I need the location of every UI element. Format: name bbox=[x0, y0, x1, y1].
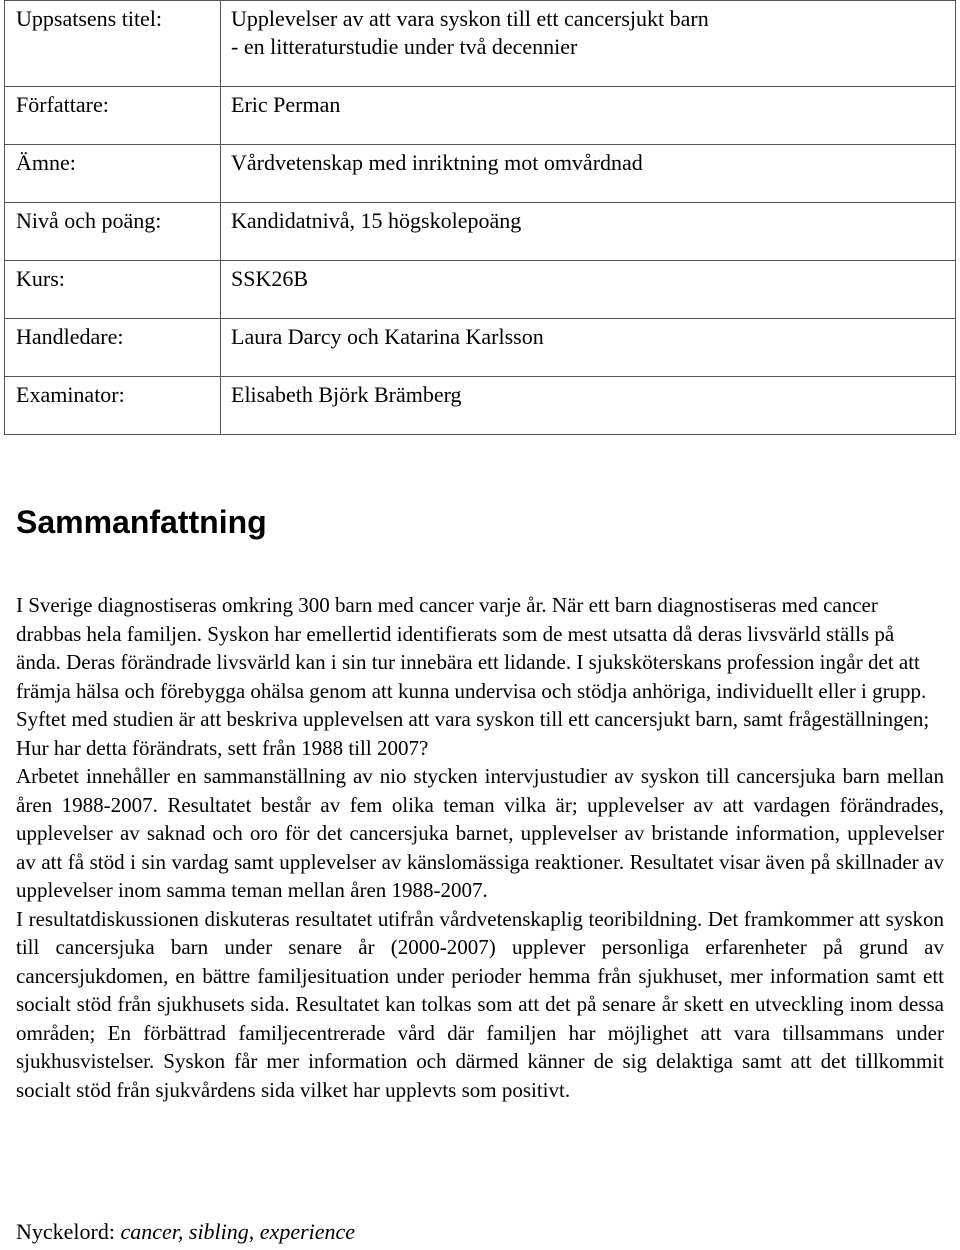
keywords-line bbox=[16, 1217, 355, 1247]
info-label-author: Författare: bbox=[5, 87, 221, 145]
info-label-subject: Ämne: bbox=[5, 145, 221, 203]
info-row-course bbox=[5, 261, 956, 319]
info-label-course: Kurs: bbox=[5, 261, 221, 319]
info-row-level bbox=[5, 203, 956, 261]
info-row-author bbox=[5, 87, 956, 145]
info-label-examiner: Examinator: bbox=[5, 377, 221, 435]
info-value-supervisor: Laura Darcy och Katarina Karlsson bbox=[221, 319, 956, 377]
info-value-level: Kandidatnivå, 15 högskolepoäng bbox=[221, 203, 956, 261]
info-row-supervisor bbox=[5, 319, 956, 377]
summary-paragraph-aim: Syftet med studien är att beskriva upplevelsen att vara syskon till ett cancersjukt barn, samt frågeställningen; Hur har detta förändrats, sett från 1988 till 2007? bbox=[16, 707, 930, 760]
info-label-title: Uppsatsens titel: bbox=[5, 1, 221, 87]
info-value-examiner: Elisabeth Björk Brämberg bbox=[221, 377, 956, 435]
info-value-title-line-1: Upplevelser av att vara syskon till ett cancersjukt barn bbox=[231, 6, 709, 31]
summary-heading: Sammanfattning bbox=[16, 504, 267, 540]
info-value-author: Eric Perman bbox=[221, 87, 956, 145]
info-label-supervisor: Handledare: bbox=[5, 319, 221, 377]
info-value-course: SSK26B bbox=[221, 261, 956, 319]
keywords-values: cancer, sibling, experience bbox=[120, 1219, 356, 1244]
thesis-info-table bbox=[4, 0, 956, 435]
info-value-title-line-2: - en litteraturstudie under två decennier bbox=[231, 34, 578, 59]
summary-paragraph-background: I Sverige diagnostiseras omkring 300 barn med cancer varje år. När ett barn diagnostiseras med cancer drabbas hela familjen. Syskon har emellertid identifierats som de mest utsatta då deras livsvärld ställs på ända. Deras förändrade livsvärld kan i sin tur innebära ett lidande. I sjuksköterskans profession ingår det att främja hälsa och förebygga ohälsa genom att kunna undervisa och stödja anhöriga, individuellt eller i grupp. bbox=[16, 593, 927, 703]
summary-paragraph-discussion: I resultatdiskussionen diskuteras resultatet utifrån vårdvetenskaplig teoribildning. Det framkommer att syskon till cancersjuka barn under senare år (2000-2007) upplever personliga erfarenheter på grund av cancersjukdomen, en bättre familjesituation under perioder hemma från sjukhuset, mer information samt ett socialt stöd från sjukhusets sida. Resultatet kan tolkas som att det på senare år skett en utveckling inom dessa områden; En förbättrad familjecentrerade vård där familjen har möjlighet att vara tillsammans under sjukhusvistelser. Syskon får mer information och därmed känner de sig delaktiga samt att det tillkommit socialt stöd från sjukvårdens sida vilket har upplevts som positivt. bbox=[16, 906, 944, 1102]
info-label-level: Nivå och poäng: bbox=[5, 203, 221, 261]
summary-paragraph-results: Arbetet innehåller en sammanställning av nio stycken intervjustudier av syskon till cancersjuka barn mellan åren 1988-2007. Resultatet består av fem olika teman vilka är; upplevelser av att vardagen förändrades, upplevelser av saknad och oro för det cancersjuka barnet, upplevelser av bristande information, upplevelser av att få stöd i sin vardag samt upplevelser av känslomässiga reaktioner. Resultatet visar även på skillnader av upplevelser inom samma teman mellan åren 1988-2007. bbox=[16, 764, 944, 902]
info-row-title bbox=[5, 1, 956, 87]
info-value-subject: Vårdvetenskap med inriktning mot omvårdnad bbox=[221, 145, 956, 203]
keywords-label: Nyckelord: bbox=[16, 1219, 115, 1244]
info-value-title bbox=[221, 1, 956, 87]
summary-body bbox=[16, 591, 944, 1104]
info-row-examiner bbox=[5, 377, 956, 435]
info-row-subject bbox=[5, 145, 956, 203]
